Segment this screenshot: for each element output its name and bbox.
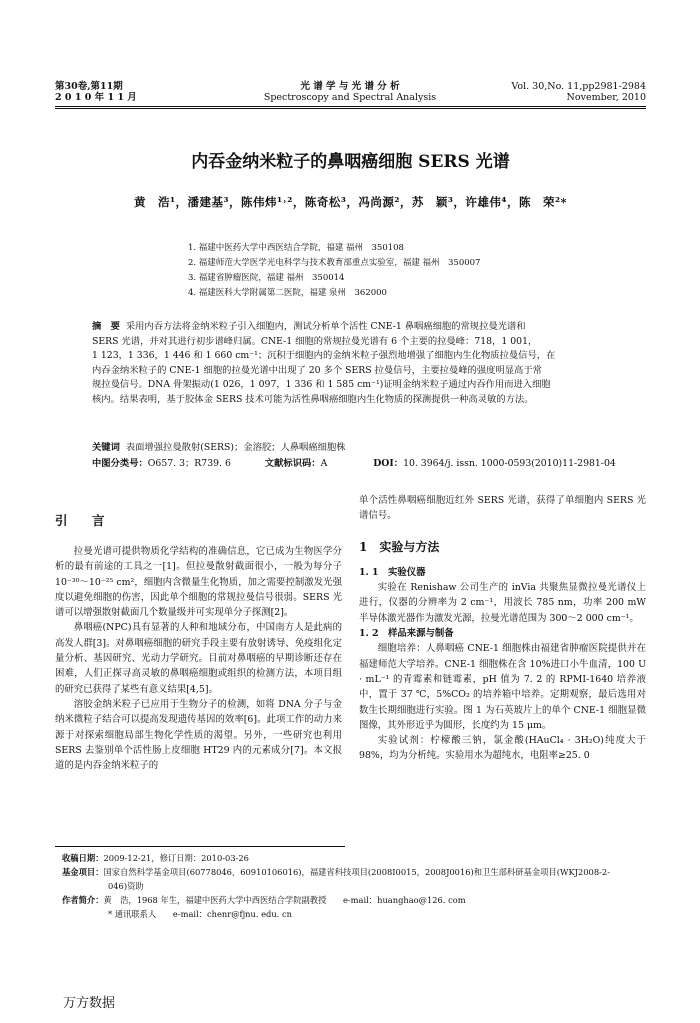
abstract-label: 摘 要 [92, 321, 120, 332]
classification [92, 457, 632, 471]
author-info: 作者简介：黄 浩，1968 年生，福建中医药大学中西医结合学院副教授 e-mail：huanghao@126. com [62, 895, 466, 905]
header-rule-2 [55, 108, 646, 109]
date-en: November, 2010 [566, 92, 646, 103]
abstract-line: 核内。结果表明，基于胶体金 SERS 技术可能为活性鼻咽癌细胞内生化物质的探测提供一种高灵敏的方法。 [92, 393, 534, 405]
author-list: 黄 浩¹，潘建基³，陈伟炜¹˒²，陈奇松³，冯尚源²，苏 颖³，许雄伟⁴，陈 荣²* [133, 195, 568, 209]
volume-en: Vol. 30,No. 11,pp2981-2984 [511, 81, 646, 92]
abstract-line: 1 123，1 336，1 446 和 1 660 cm⁻¹；沉积于细胞内的金纳米粒子强烈地增强了细胞内生化物质拉曼信号，在 [92, 350, 556, 362]
affiliation: 2. 福建师范大学医学光电科学与技术教育部重点实验室，福建 福州 350007 [188, 258, 481, 268]
received-date: 收稿日期：2009-12-21，修订日期：2010-03-26 [62, 853, 249, 863]
watermark: 万方数据 [63, 996, 116, 1011]
doi-label: DOI： [373, 458, 404, 469]
paragraph: 实验在 Renishaw 公司生产的 inVia 共聚焦显微拉曼光谱仪上进行，仪器的分辨率为 2 cm⁻¹，用波长 785 nm，功率 200 mW 半导体激光器作为激发光源，拉曼光谱范围为 300～2 000 cm⁻¹。 [359, 582, 646, 624]
right-column [359, 493, 646, 764]
paper-title: 内吞金纳米粒子的鼻咽癌细胞 SERS 光谱 [191, 152, 510, 172]
keywords [92, 441, 612, 455]
clc-label: 中图分类号： [92, 458, 148, 469]
keywords-label: 关键词 [92, 442, 120, 453]
abstract-line: 规拉曼信号。DNA 骨架振动(1 026，1 097，1 336 和 1 585 cm⁻¹)证明金纳米粒子通过内吞作用而进入细胞 [92, 379, 551, 391]
paragraph: 拉曼光谱可提供物质化学结构的准确信息，它已成为生物医学分析的最有前途的工具之一[1]。但拉曼散射截面很小，一般为每分子 10⁻³⁰～10⁻²⁵ cm²，细胞内含微量生化物质，加之需要控制激发光强度以避免细胞的伤害，因此单个细胞的常规拉曼信号很弱。SERS 光谱可以增强散射截面几个数量级并可实现单分子探测[2]。 [55, 546, 342, 619]
paragraph: 实验试剂：柠檬酸三钠，氯金酸(HAuCl₄ · 3H₂O)纯度大于 98%，均为分析纯。实验用水为超纯水，电阻率≥25. 0 [359, 735, 646, 762]
contact-info: * 通讯联系人 e-mail：chenr@fjnu. edu. cn [108, 909, 292, 919]
clc-value: O657. 3；R739. 6 [147, 458, 231, 469]
affiliation: 3. 福建省肿瘤医院，福建 福州 350014 [188, 273, 345, 283]
volume-cn: 第30卷,第11期 [55, 81, 123, 92]
header-rule [55, 106, 646, 107]
header-right [511, 81, 646, 103]
section-intro-title: 引 言 [55, 513, 111, 528]
subsection-title: 1. 1 实验仪器 [359, 566, 426, 578]
affiliation: 4. 福建医科大学附属第二医院，福建 泉州 362000 [188, 288, 387, 298]
paragraph: 细胞培养：人鼻咽癌 CNE-1 细胞株由福建省肿瘤医院提供并在福建师范大学培养。CNE-1 细胞株在含 10%进口小牛血清，100 U · mL⁻¹ 的青霉素和链霉素，pH 值为 7. 2 的 RPMI-1640 培养液中，置于 37 ℃，5%CO₂ 的培养箱中培养。定期观察，最后选用对数生长期细胞进行实验。图 1 为石英玻片上的单个 CNE-1 细胞显微图像，其外形近乎为圆形，长度约为 15 μm。 [359, 643, 646, 731]
subsection-title: 1. 2 样品来源与制备 [359, 628, 454, 640]
date-cn: 2 0 1 0 年 1 1 月 [55, 92, 137, 103]
footnotes [62, 851, 647, 921]
paragraph: 溶胶金纳米粒子已应用于生物分子的检测，如将 DNA 分子与金纳米微粒子结合可以提高发现遗传基因的效率[6]。此项工作的动力来源于对探索细胞局部生物化学性质的渴望。另外，一些研究也利用 SERS 去鉴别单个活性肠上皮细胞 HT29 内的元素成分[7]。本文报道的是内吞金纳米粒子的 [55, 698, 342, 772]
abstract-line: SERS 光谱，并对其进行初步谱峰归属。CNE-1 细胞的常规拉曼光谱有 6 个主要的拉曼峰：718，1 001， [92, 335, 538, 347]
abstract [92, 320, 612, 408]
doc-code-value: A [320, 458, 328, 469]
affiliation: 1. 福建中医药大学中西医结合学院，福建 福州 350108 [188, 243, 404, 253]
paragraph: 单个活性鼻咽癌细胞近红外 SERS 光谱，获得了单细胞内 SERS 光谱信号。 [359, 495, 646, 522]
fund-info-cont: 046)资助 [108, 881, 144, 891]
header-left [55, 81, 137, 103]
section-methods-title: 1 实验与方法 [359, 539, 440, 554]
abstract-line: 内吞金纳米粒子的 CNE-1 细胞的拉曼光谱中出现了 20 多个 SERS 拉曼信号，主要拉曼峰的强度明显高于常 [92, 364, 542, 376]
left-column [55, 544, 342, 773]
journal-en: Spectroscopy and Spectral Analysis [263, 92, 437, 103]
affiliations [188, 241, 480, 301]
fund-info: 基金项目：国家自然科学基金项目(60778046，60910106016)，福建省科技项目(2008I0015，2008J0016)和卫生部科研基金项目(WKJ2008-2- [62, 867, 611, 877]
doi-value: 10. 3964/j. issn. 1000-0593(2010)11-2981-04 [403, 458, 616, 469]
paragraph: 鼻咽癌(NPC)具有显著的人种和地域分布，中国南方人是此病的高发人群[3]。对鼻咽癌细胞的研究手段主要有放射诱导、免疫组化定量分析、基因研究、光动力学研究。目前对鼻咽癌的早期诊断还存在困难，人们正探寻高灵敏的鼻咽癌细胞或组织的检测方法，本项目组的研究已获得了某些有意义结果[4,5]。 [55, 622, 342, 695]
keywords-text: 表面增强拉曼散射(SERS)；金溶胶；人鼻咽癌细胞株 [125, 442, 346, 453]
doc-code-label: 文献标识码： [264, 458, 321, 469]
footnote-rule [55, 846, 345, 847]
header-center [230, 81, 470, 103]
journal-cn: 光 谱 学 与 光 谱 分 析 [300, 81, 400, 92]
abstract-line: 采用内吞方法将金纳米粒子引入细胞内，测试分析单个活性 CNE-1 鼻咽癌细胞的常规拉曼光谱和 [125, 321, 526, 332]
